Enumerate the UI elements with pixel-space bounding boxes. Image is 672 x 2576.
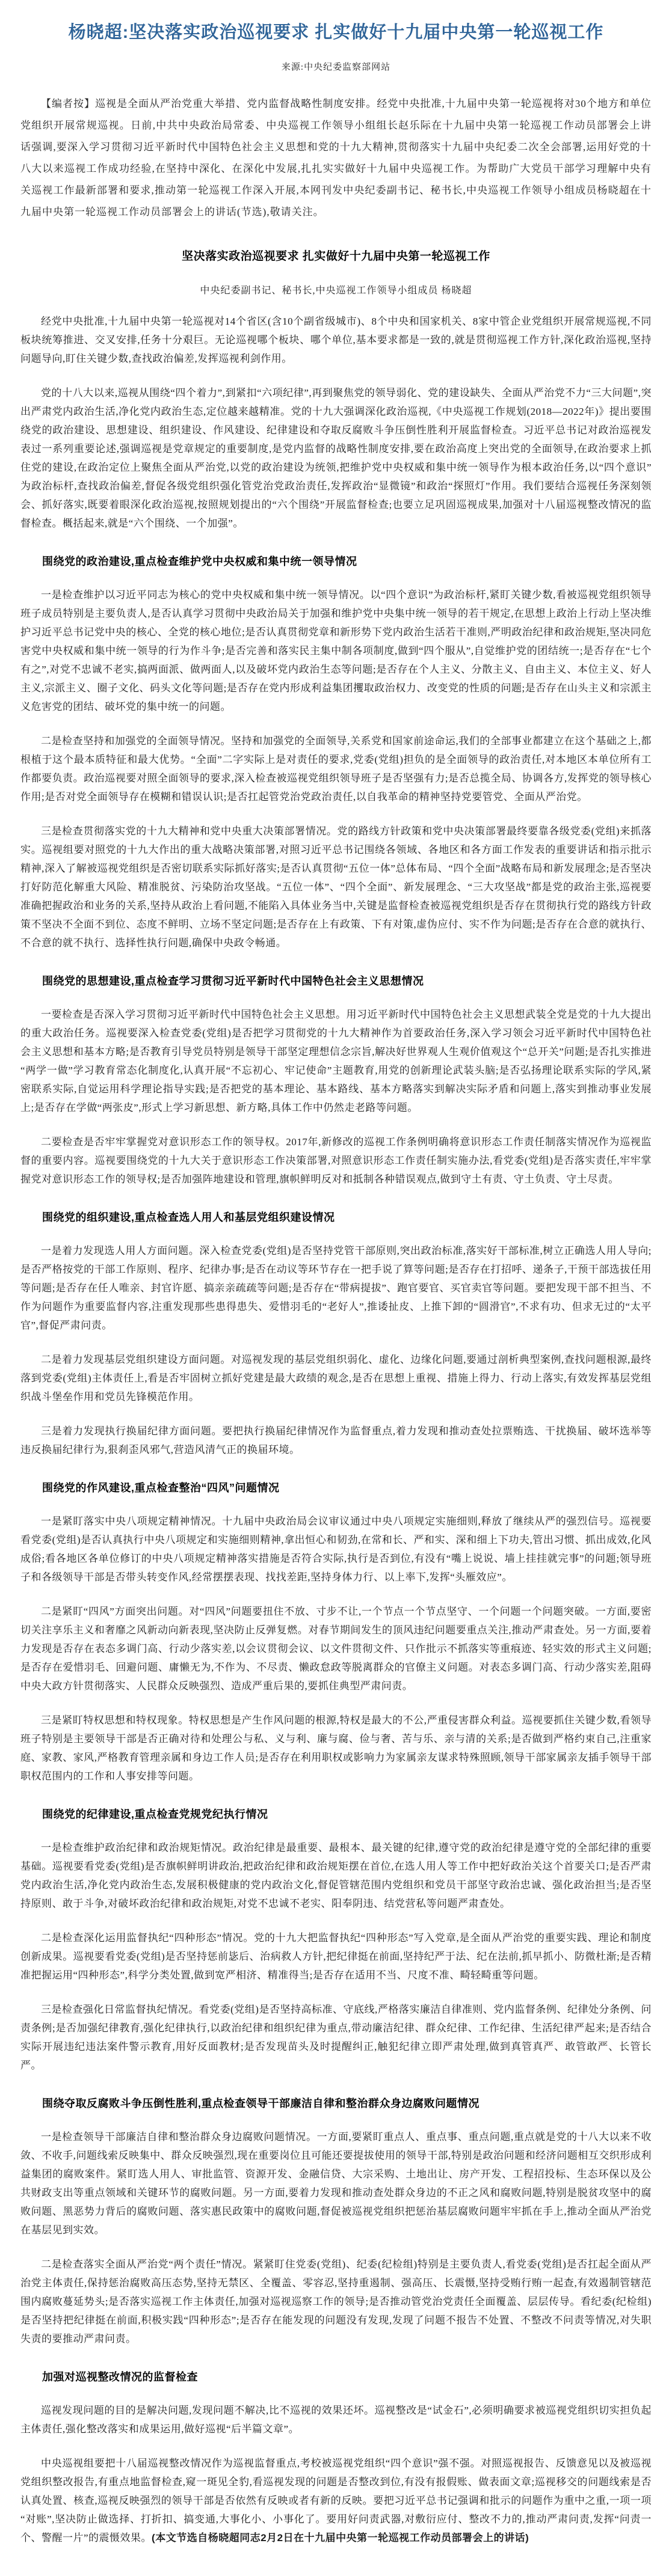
body-paragraph: 二是检查落实全面从严治党“两个责任”情况。紧紧盯住党委(党组)、纪委(纪检组)特别是主要负责人,看党委(党组)是否扛起全面从严治党主体责任,保持惩治腐败高压态势,坚持无禁区、全覆盖、零容忍,坚持重遏制、强高压、长震慑,坚持受贿行贿一起查,有效遏制管辖范围内腐败蔓延势头;是否落实巡视工作主体责任,加强对巡视巡察工作的领导;是否推动管党治党责任全面覆盖、层层传导。看纪委(纪检组)是否坚持把纪律挺在前面,积极实践“四种形态”;是否存在能发现的问题没有发现,发现了问题不报告不处置、不整改不问责等情况,对失职失责的要推动严肃问责。 <box>20 2259 652 2345</box>
body-paragraph: 巡视发现问题的目的是解决问题,发现问题不解决,比不巡视的效果还坏。巡视整改是“试金石”,必须明确要求被巡视党组织切实担负起主体责任,强化整改落实和成果运用,做好巡视“后半篇文章”。 <box>20 2405 652 2435</box>
article-byline: 中央纪委副书记、秘书长,中央巡视工作领导小组成员 杨晓超 <box>200 286 472 296</box>
body-paragraph: 二是紧盯“四风”方面突出问题。对“四风”问题要扭住不放、寸步不让,一个节点一个节点坚守、一个问题一个问题突破。一方面,要密切关注享乐主义和奢靡之风新动向新表现,坚决防止反弹复燃。对春节期间发生的顶风违纪问题要重点关注,推动严肃查处。另一方面,要着力发现是否存在表态多调门高、行动少落实差,以会议贯彻会议、以文件贯彻文件、只作批示不抓落实等重痕迹、轻实效的形式主义问题;是否存在爱惜羽毛、回避问题、庸懒无为,不作为、不尽责、懒政怠政等脱离群众的官僚主义问题。对表态多调门高、行动少落实差,阻碍中央大政方针贯彻落实、人民群众反映强烈、造成严重后果的,要抓住典型严肃问责。 <box>20 1606 652 1692</box>
article-body <box>20 312 652 2547</box>
body-paragraph: 一是检查领导干部廉洁自律和整治群众身边腐败问题情况。一方面,要紧盯重点人、重点事、重点问题,重点就是党的十八大以来不收敛、不收手,问题线索反映集中、群众反映强烈,现在重要岗位且可能还要提拔使用的领导干部,特别是政治问题和经济问题相互交织形成利益集团的腐败案件。紧盯选人用人、审批监管、资源开发、金融信贷、大宗采购、土地出让、房产开发、工程招投标、生态环保以及公共财政支出等重点领域和关键环节的腐败问题。另一方面,要着力发现和推动查处群众身边的不正之风和腐败问题,特别是脱贫攻坚中的腐败问题、黑恶势力背后的腐败问题、落实惠民政策中的腐败问题,督促被巡视党组织把惩治基层腐败问题牢牢抓在手上,推动全面从严治党在基层见到实效。 <box>20 2131 652 2236</box>
body-paragraph: 一要检查是否深入学习贯彻习近平新时代中国特色社会主义思想。用习近平新时代中国特色社会主义思想武装全党是党的十九大提出的重大政治任务。巡视要深入检查党委(党组)是否把学习贯彻党的十九大精神作为首要政治任务,深入学习领会习近平新时代中国特色社会主义思想和基本方略;是否教育引导党员特别是领导干部坚定理想信念宗旨,解决好世界观人生观价值观这个“总开关”问题;是否扎实推进“两学一做”学习教育常态化制度化,认真开展“不忘初心、牢记使命”主题教育,用党的创新理论武装头脑;是否弘扬理论联系实际的学风,紧密联系实际,自觉运用科学理论指导实践;是否把党的基本理论、基本路线、基本方略落实到解决实际矛盾和问题上,落实到推动事业发展上;是否存在学做“两张皮”,形式上学习新思想、新方略,具体工作中仍然走老路等问题。 <box>20 1009 652 1113</box>
attribution-note: (本文节选自杨晓超同志2月2日在十九届中央第一轮巡视工作动员部署会上的讲话) <box>152 2532 529 2544</box>
section-heading: 围绕党的组织建设,重点检查选人用人和基层党组织建设情况 <box>42 1211 335 1223</box>
section-heading: 围绕党的作风建设,重点检查整治“四风”问题情况 <box>42 1482 280 1494</box>
body-paragraph: 三是检查强化日常监督执纪情况。看党委(党组)是否坚持高标准、守底线,严格落实廉洁自律准则、党内监督条例、纪律处分条例、问责条例;是否加强纪律教育,强化纪律执行,以政治纪律和组织纪律为重点,带动廉洁纪律、群众纪律、工作纪律、生活纪律严起来;是否结合实际开展违纪违法案件警示教育,用好反面教材;是否发现苗头及时提醒纠正,触犯纪律立即严肃处理,做到真管真严、敢管敢严、长管长严。 <box>20 2004 652 2071</box>
body-paragraph: 三是紧盯特权思想和特权现象。特权思想是产生作风问题的根源,特权是最大的不公,严重侵害群众利益。巡视要抓住关键少数,看领导班子特别是主要领导干部是否正确对待和处理公与私、义与利、廉与腐、俭与奢、苦与乐、亲与清的关系;是否做到严格约束自己,注重家庭、家教、家风,严格教育管理亲属和身边工作人员;是否存在利用职权或影响力为家属亲友谋求特殊照顾,领导干部家属亲友插手领导干部职权范围内的工作和人事安排等问题。 <box>20 1715 652 1782</box>
body-paragraph: 三是检查贯彻落实党的十九大精神和党中央重大决策部署情况。党的路线方针政策和党中央决策部署最终要靠各级党委(党组)来抓落实。巡视组要对照党的十九大作出的重大战略决策部署,对照习近平总书记围绕各领域、各地区和各方面工作发表的重要讲话和指示批示精神,深入了解被巡视党组织是否密切联系实际抓好落实;是否认真贯彻“五位一体”总体布局、“四个全面”战略布局和新发展理念;是否坚决打好防范化解重大风险、精准脱贫、污染防治攻坚战。“五位一体”、“四个全面”、新发展理念、“三大攻坚战”都是党的政治主张,巡视要准确把握政治和业务的关系,坚持从政治上看问题,不能陷入具体业务当中,关键是监督检查被巡视党组织是否存在贯彻执行党的路线方针政策不坚决不全面不到位、态度不鲜明、立场不坚定问题;是否存在上有政策、下有对策,虚伪应付、实不作为问题;是否存在合意的就执行、不合意的就不执行、选择性执行问题,确保中央政令畅通。 <box>20 825 652 949</box>
source-line: 来源:中央纪委监察部网站 <box>281 63 391 72</box>
section-heading: 围绕党的思想建设,重点检查学习贯彻习近平新时代中国特色社会主义思想情况 <box>42 975 424 987</box>
page-title: 杨晓超:坚决落实政治巡视要求 扎实做好十九届中央第一轮巡视工作 <box>68 23 604 42</box>
article-subtitle: 坚决落实政治巡视要求 扎实做好十九届中央第一轮巡视工作 <box>182 250 490 263</box>
body-paragraph: 一是检查维护政治纪律和政治规矩情况。政治纪律是最重要、最根本、最关键的纪律,遵守党的政治纪律是遵守党的全部纪律的重要基础。巡视要看党委(党组)是否旗帜鲜明讲政治,把政治纪律和政治规矩摆在首位,在选人用人等工作中把好政治关这个首要关口;是否严肃党内政治生活,净化党内政治生态,发展积极健康的党内政治文化,督促管辖范围内党组织和党员干部坚守政治忠诚、强化政治担当;是否坚持原则、敢于斗争,对破坏政治纪律和政治规矩,对党不忠诚不老实、阳奉阴违、结党营私等问题严肃查处。 <box>20 1842 652 1909</box>
section-heading: 围绕党的政治建设,重点检查维护党中央权威和集中统一领导情况 <box>42 555 357 568</box>
body-paragraph: 经党中央批准,十九届中央第一轮巡视对14个省区(含10个副省级城市)、8个中央和国家机关、8家中管企业党组织开展常规巡视,不同板块统筹推进、交叉安排,任务十分艰巨。无论巡视哪个板块、哪个单位,基本要求都是一致的,就是贯彻巡视工作方针,深化政治巡视,坚持问题导向,盯住关键少数,查找政治偏差,发挥巡视利剑作用。 <box>20 316 652 364</box>
body-paragraph: 二是检查坚持和加强党的全面领导情况。坚持和加强党的全面领导,关系党和国家前途命运,我们的全部事业都建立在这个基础之上,都根植于这个最本质特征和最大优势。“全面”二字实际上是对责任的要求,党委(党组)担负的是全面领导的政治责任,对本地区本单位所有工作都要负责。政治巡视要对照全面领导的要求,深入检查被巡视党组织领导班子是否坚强有力;是否总揽全局、协调各方,发挥党的领导核心作用;是否对党全面领导存在模糊和错误认识;是否扛起管党治党政治责任,以自我革命的精神坚持党要管党、全面从严治党。 <box>20 735 652 803</box>
body-paragraph: 三是着力发现执行换届纪律方面问题。要把执行换届纪律情况作为监督重点,着力发现和推动查处拉票贿选、干扰换届、破坏选举等违反换届纪律行为,狠刹歪风邪气,营造风清气正的换届环境。 <box>20 1425 652 1455</box>
body-paragraph: 一是着力发现选人用人方面问题。深入检查党委(党组)是否坚持党管干部原则,突出政治标准,落实好干部标准,树立正确选人用人导向;是否严格按党的干部工作原则、程序、纪律办事;是否在动议等环节存在一把手说了算等问题;是否存在打招呼、递条子,干预干部选拔任用等问题;是否存在任人唯亲、封官许愿、搞亲亲疏疏等问题;是否存在“带病提拔”、跑官要官、买官卖官等问题。要把发现干部不担当、不作为问题作为重要监督内容,注重发现那些患得患失、爱惜羽毛的“老好人”,推诿扯皮、上推下卸的“圆滑官”,不求有功、但求无过的“太平官”,督促严肃问责。 <box>20 1245 652 1331</box>
body-paragraph: 一是检查维护以习近平同志为核心的党中央权威和集中统一领导情况。以“四个意识”为政治标杆,紧盯关键少数,看被巡视党组织领导班子成员特别是主要负责人,是否认真学习贯彻中央政治局关于加强和维护党中央集中统一领导的若干规定,在思想上政治上行动上坚决维护习近平总书记党中央的核心、全党的核心地位;是否认真贯彻党章和新形势下党内政治生活若干准则,严明政治纪律和政治规矩,坚决同危害党中央权威和集中统一领导的行为作斗争;是否完善和落实民主集中制各项制度,做到“四个服从”,自觉维护党的团结统一;是否存在“七个有之”,对党不忠诚不老实,搞两面派、做两面人,以及破坏党内政治生态等问题;是否存在个人主义、分散主义、自由主义、本位主义、好人主义,宗派主义、圈子文化、码头文化等问题;是否存在党内形成利益集团攫取政治权力、改变党的性质的问题;是否存在山头主义和宗派主义危害党的团结、破坏党的集中统一的问题。 <box>20 589 652 712</box>
body-paragraph: 党的十八大以来,巡视从围绕“四个着力”,到紧扣“六项纪律”,再到聚焦党的领导弱化、党的建设缺失、全面从严治党不力“三大问题”,突出严肃党内政治生活,净化党内政治生态,定位越来越精准。党的十九大强调深化政治巡视,《中央巡视工作规划(2018—2022年)》提出要围绕党的政治建设、思想建设、组织建设、作风建设、纪律建设和夺取反腐败斗争压倒性胜利开展监督检查。习近平总书记对政治巡视发表过一系列重要论述,强调巡视是党章规定的重要制度,是党内监督的战略性制度安排,要在政治高度上突出党的全面领导,在政治要求上抓住党的建设,在政治定位上聚焦全面从严治党,以党的政治建设为统领,把维护党中央权威和集中统一领导作为根本政治任务,以“四个意识”为政治标杆,查找政治偏差,督促各级党组织强化管党治党政治责任,发挥政治“显微镜”和政治“探照灯”作用。我们要结合巡视任务深刻领会、抓好落实,既要着眼深化政治巡视,按照规划提出的“六个围绕”开展监督检查;也要立足巩固巡视成果,加强对十八届巡视整改情况的监督检查。概括起来,就是“六个围绕、一个加强”。 <box>20 387 652 529</box>
editor-note: 【编者按】巡视是全面从严治党重大举措、党内监督战略性制度安排。经党中央批准,十九届中央第一轮巡视将对30个地方和单位党组织开展常规巡视。日前,中共中央政治局常委、中央巡视工作领导小组组长赵乐际在十九届中央第一轮巡视工作动员部署会上讲话强调,要深入学习贯彻习近平新时代中国特色社会主义思想和党的十九大精神,贯彻落实十九届中央纪委二次全会部署,运用好党的十八大以来巡视工作成功经验,在坚持中深化、在深化中发展,扎扎实实做好十九届中央巡视工作。为帮助广大党员干部学习理解中央有关巡视工作最新部署和要求,推动第一轮巡视工作深入开展,本网刊发中央纪委副书记、秘书长,中央巡视工作领导小组成员杨晓超在十九届中央第一轮巡视工作动员部署会上的讲话(节选),敬请关注。 <box>20 98 652 218</box>
body-paragraph: 二是检查深化运用监督执纪“四种形态”情况。党的十九大把监督执纪“四种形态”写入党章,是全面从严治党的重要实践、理论和制度创新成果。巡视要看党委(党组)是否坚持惩前毖后、治病救人方针,把纪律挺在前面,坚持纪严于法、纪在法前,抓早抓小、防微杜渐;是否精准把握运用“四种形态”,科学分类处置,做到宽严相济、精准得当;是否存在适用不当、尺度不准、畸轻畸重等问题。 <box>20 1932 652 1981</box>
body-paragraph: 二要检查是否牢牢掌握党对意识形态工作的领导权。2017年,新修改的巡视工作条例明确将意识形态工作责任制落实情况作为巡视监督的重要内容。巡视要围绕党的十九大关于意识形态工作决策部署,对照意识形态工作责任制实施办法,看党委(党组)是否落实责任,牢牢掌握党对意识形态工作的领导权;是否加强阵地建设和管理,旗帜鲜明反对和抵制各种错误观点,做到守土有责、守土负责、守土尽责。 <box>20 1136 652 1185</box>
section-heading: 加强对巡视整改情况的监督检查 <box>42 2371 198 2383</box>
section-heading: 围绕党的纪律建设,重点检查党规党纪执行情况 <box>42 1808 268 1820</box>
section-heading: 围绕夺取反腐败斗争压倒性胜利,重点检查领导干部廉洁自律和整治群众身边腐败问题情况 <box>42 2097 479 2109</box>
body-paragraph: 中央巡视组要把十八届巡视整改情况作为巡视监督重点,考校被巡视党组织“四个意识”强不强。对照巡视报告、反馈意见以及被巡视党组织整改报告,有重点地监督检查,窥一斑见全豹,看巡视发现的问题是否整改到位,有没有报假账、做表面文章;巡视移交的问题线索是否认真处置、核查,巡视反映强烈的领导干部是否依然有反映或者有新的反映。要把习近平总书记强调和批示的问题作为重中之重,一项一项“对账”,坚决防止做选择、打折扣、搞变通,大事化小、小事化了。要用好问责武器,对敷衍应付、整改不力的,推动严肃问责,发挥“问责一个、警醒一片”的震慑效果。(本文节选自杨晓超同志2月2日在十九届中央第一轮巡视工作动员部署会上的讲话) <box>20 2458 652 2544</box>
body-paragraph: 二是着力发现基层党组织建设方面问题。对巡视发现的基层党组织弱化、虚化、边缘化问题,要通过剖析典型案例,查找问题根源,最终落到党委(党组)主体责任上,看是否牢固树立抓好党建是最大政绩的观念,是否在思想上重视、措施上得力、行动上落实,有效发挥基层党组织战斗堡垒作用和党员先锋模范作用。 <box>20 1354 652 1403</box>
body-paragraph: 一是紧盯落实中央八项规定精神情况。十九届中央政治局会议审议通过中央八项规定实施细则,释放了继续从严的强烈信号。巡视要看党委(党组)是否认真执行中央八项规定和实施细则精神,拿出恒心和韧劲,在常和长、严和实、深和细上下功夫,管出习惯、抓出成效,化风成俗;看各地区各单位修订的中央八项规定精神落实措施是否符合实际,执行是否到位,有没有“嘴上说说、墙上挂挂就完事”的问题;领导班子和各级领导干部是否带头转变作风,经常摆摆表现、找找差距,坚持身体力行、以上率下,发挥“头雁效应”。 <box>20 1516 652 1583</box>
